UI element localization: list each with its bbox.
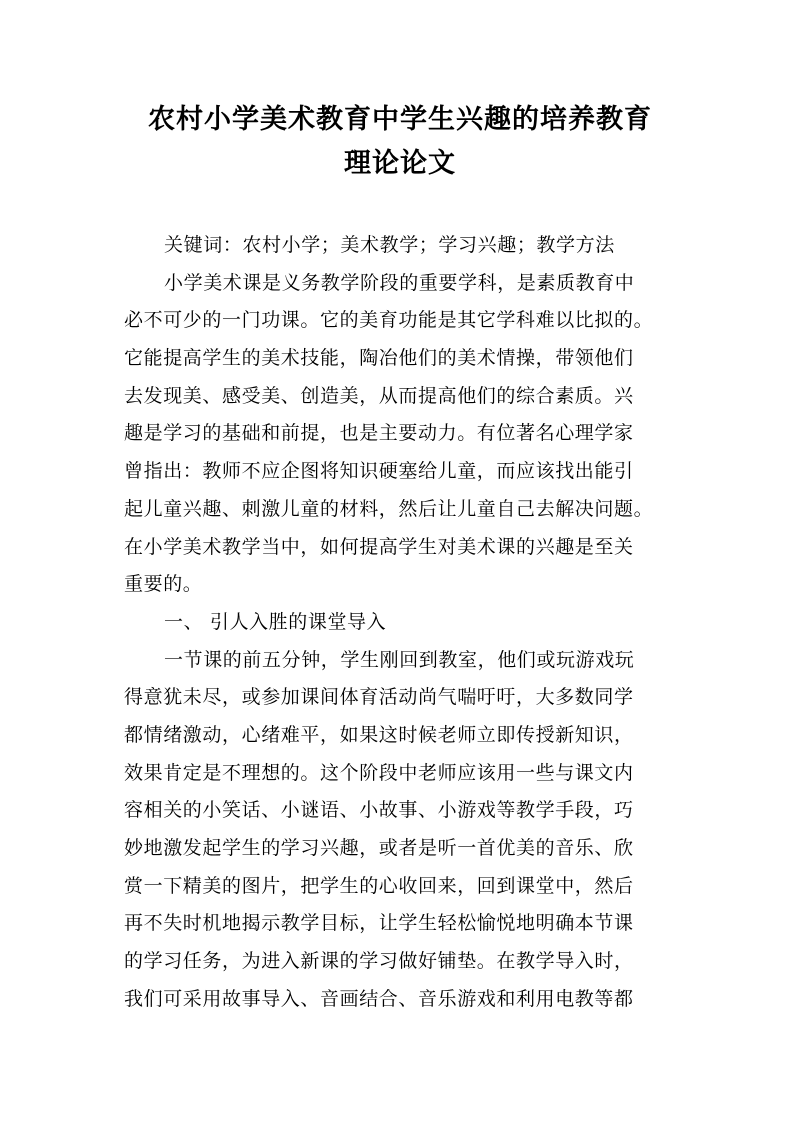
paragraph-line: 曾指出：教师不应企图将知识硬塞给儿童，而应该找出能引 — [124, 460, 634, 483]
paragraph-line: 趣是学习的基础和前提，也是主要动力。有位著名心理学家 — [124, 422, 634, 445]
paragraph-line: 都情绪激动，心绪难平，如果这时候老师立即传授新知识， — [124, 723, 634, 746]
section-heading: 一、 引人入胜的课堂导入 — [164, 610, 387, 633]
paragraph-line: 妙地激发起学生的学习兴趣，或者是听一首优美的音乐、欣 — [124, 837, 634, 859]
paragraph-line: 重要的。 — [124, 573, 203, 596]
keywords-line: 关键词：农村小学；美术教学；学习兴趣；教学方法 — [164, 234, 615, 256]
paragraph-line: 必不可少的一门功课。它的美育功能是其它学科难以比拟的。 — [124, 309, 654, 332]
paragraph-line: 在小学美术教学当中，如何提高学生对美术课的兴趣是至关 — [124, 535, 634, 558]
paragraph-line: 小学美术课是义务教学阶段的重要学科，是素质教育中 — [164, 271, 635, 294]
paragraph-line: 去发现美、感受美、创造美，从而提高他们的综合素质。兴 — [124, 384, 634, 407]
paragraph-line: 起儿童兴趣、刺激儿童的材料，然后让儿童自己去解决问题。 — [124, 497, 654, 520]
paragraph-line: 赏一下精美的图片，把学生的心收回来，回到课堂中，然后 — [124, 874, 634, 897]
paragraph-line: 我们可采用故事导入、音画结合、音乐游戏和利用电教等都 — [124, 987, 634, 1010]
document-body — [124, 227, 684, 1018]
paragraph-line: 的学习任务，为进入新课的学习做好铺垫。在教学导入时， — [124, 950, 634, 973]
paragraph-line: 再不失时机地揭示教学目标，让学生轻松愉悦地明确本节课 — [124, 912, 634, 935]
paragraph-line: 一节课的前五分钟，学生刚回到教室，他们或玩游戏玩 — [164, 648, 635, 671]
paragraph-line: 它能提高学生的美术技能，陶冶他们的美术情操，带领他们 — [124, 347, 634, 370]
document-title-line-2: 理论论文 — [344, 148, 456, 179]
paragraph-line: 得意犹未尽，或参加课间体育活动尚气喘吁吁，大多数同学 — [124, 686, 634, 709]
paragraph-line: 容相关的小笑话、小谜语、小故事、小游戏等教学手段，巧 — [124, 799, 634, 822]
document-title-line-1: 农村小学美术教育中学生兴趣的培养教育 — [148, 104, 652, 135]
paragraph-line: 效果肯定是不理想的。这个阶段中老师应该用一些与课文内 — [124, 761, 634, 784]
